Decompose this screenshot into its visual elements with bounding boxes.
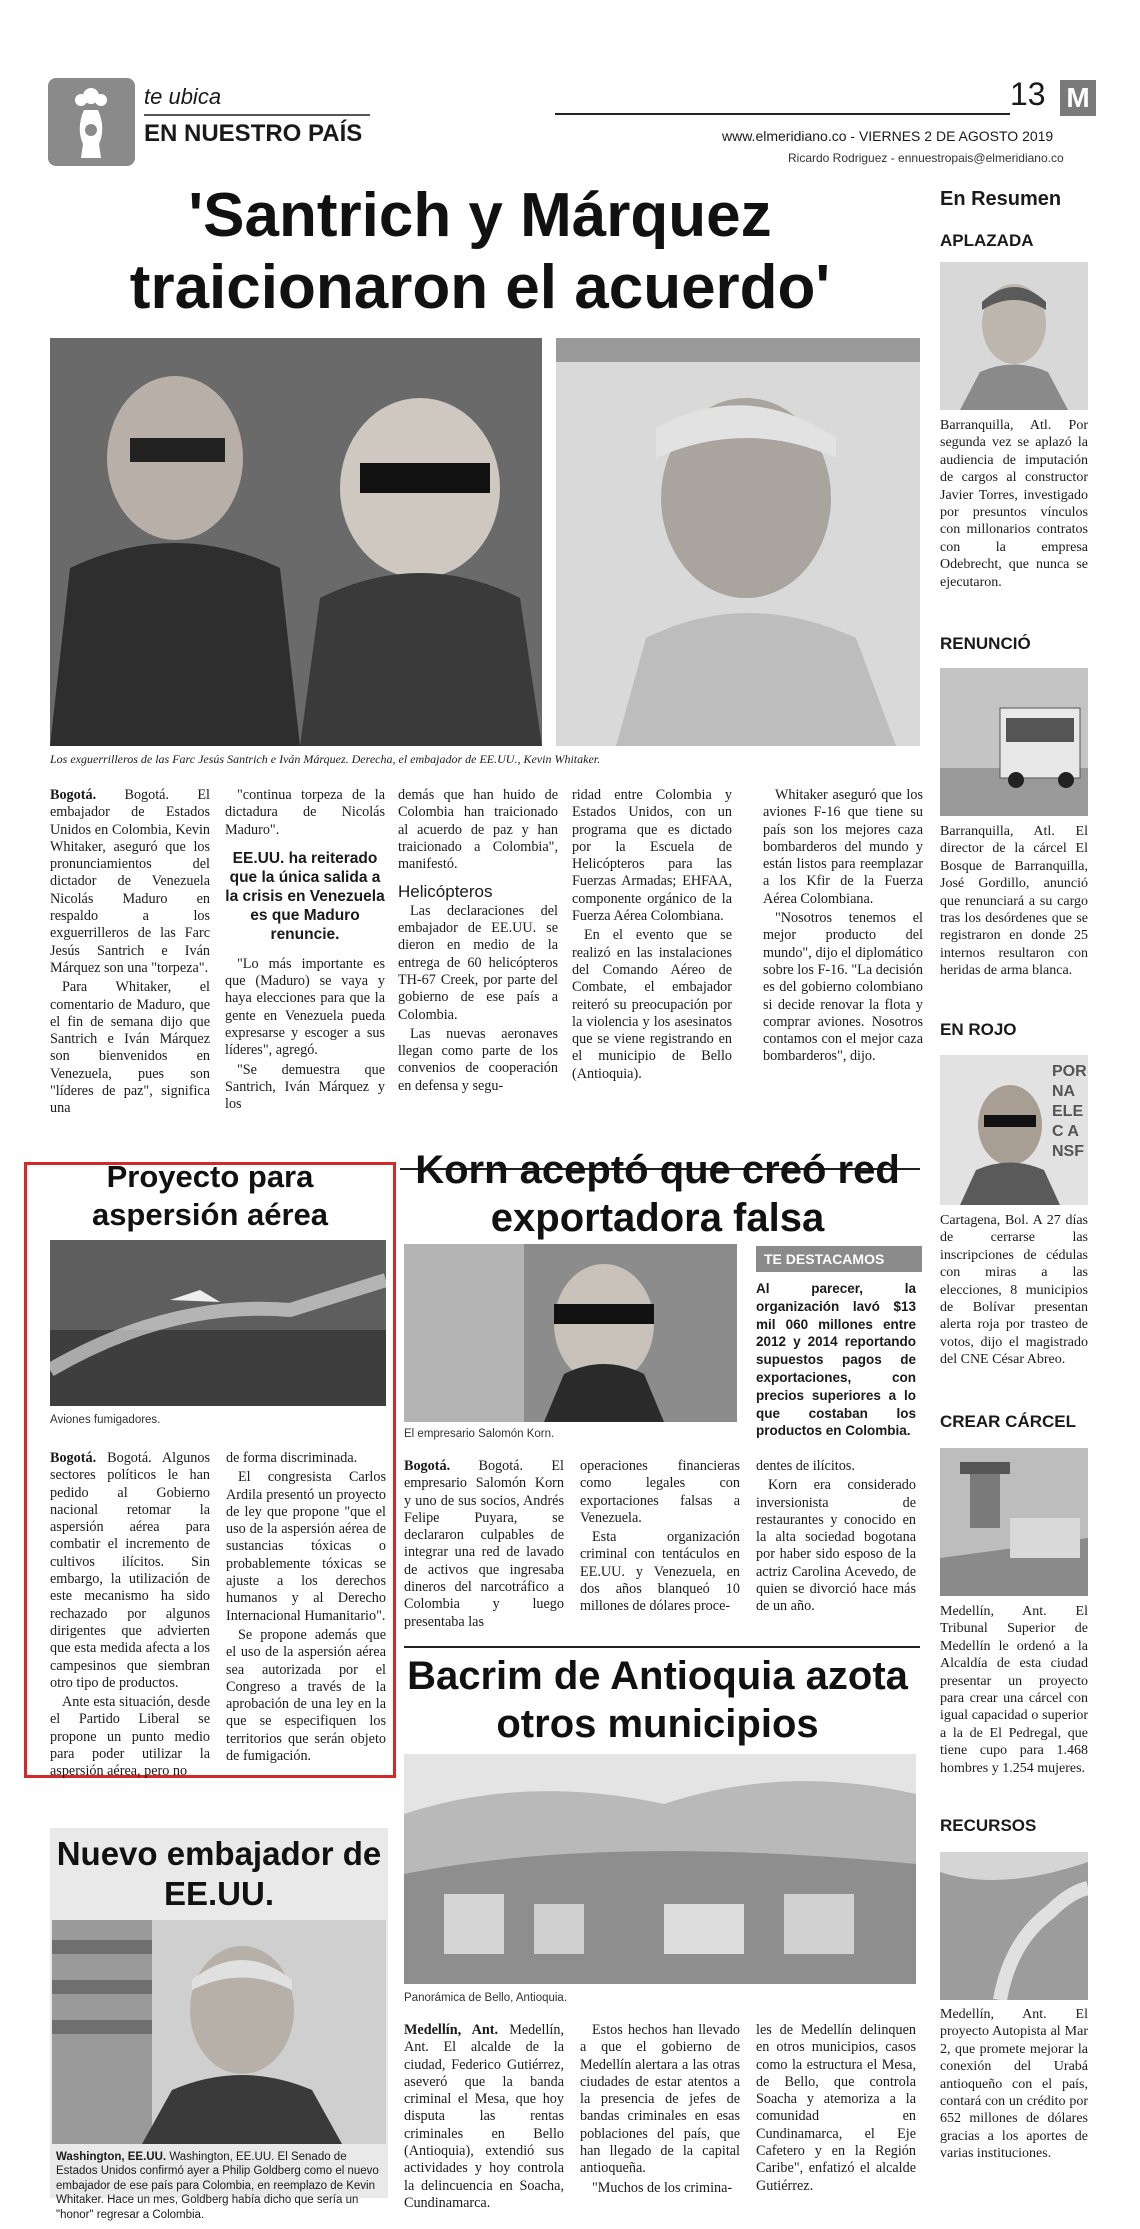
korn-column-3: dentes de ilícitos. Korn era considerado inversionista de restaurantes y conocido en la alta sociedad bogotana por haber sido esposo de la actriz Carolina Acevedo, de quien se divorció hace más de un año. [756, 1458, 916, 1615]
aspersion-headline: Proyecto para aspersión aérea [91, 1159, 329, 1232]
bacrim-column-3: les de Medellín delinquen en otros municipios, casos como la estructura el Mesa, de Bello, que controla Soacha y atemoriza a la comunidad en Cundinamarca, el Eje Cafetero y en la Región Caribe", enfatizó el alcalde Gutiérrez. [756, 2022, 916, 2194]
sidebar-title: En Resumen [940, 188, 1062, 210]
poster-text: POR NA ELEC ANSF [1052, 1063, 1087, 1160]
sidebar-tag-en-rojo: EN ROJO [940, 1020, 1017, 1039]
main-column-1: Bogotá. Bogotá. El embajador de Estados Unidos en Colombia, Kevin Whitaker, aseguró que los pronunciamientos del dictador de Venezuela Nicolás Maduro en respaldo a los exguerrilleros de las Farc Jesús Santrich e Iván Márquez son una "torpeza". Para Whitaker, el comentario de Maduro, que el fin de semana dijo que Santrich e Iván Márquez son bienvenidos en Venezuela, pues son "líderes de paz", significa una [50, 787, 210, 1117]
section-logo [48, 78, 135, 166]
sidebar-text-crear-carcel: Medellín, Ant. El Tribunal Superior de Medellín le ordenó a la Alcaldía de esta ciudad presentar un proyecto para crear una cárcel con igual capacidad o superior a la de El Pedregal, que tiene cupo para 1.468 hombres y 1.254 mujeres. [940, 1604, 1088, 1776]
subhead-helicopteros: Helicópteros [398, 882, 493, 902]
sidebar-text-recursos: Medellín, Ant. El proyecto Autopista al Mar 2, que promete mejorar la conexión del Urabá antioqueño con el país, contará con un crédito por 652 millones de dólares gracias a los aportes de varias instituciones. [940, 2007, 1088, 2162]
page-number: 13 [1010, 76, 1046, 112]
autopista-photo [940, 1852, 1088, 2000]
main-headline: 'Santrich y Márquez traicionaron el acuerdo' [129, 181, 831, 322]
section-title: EN NUESTRO PAÍS [144, 120, 363, 147]
embajador-headline: Nuevo embajador de EE.UU. [56, 1835, 382, 1912]
main-photo-caption: Los exguerrilleros de las Farc Jesús Santrich e Iván Márquez. Derecha, el embajador de EE.UU., Kevin Whitaker. [50, 752, 601, 766]
pull-quote: EE.UU. ha reiterado que la única salida a la crisis en Venezuela es que Maduro renuncie. [225, 849, 385, 943]
main-column-4: ridad entre Colombia y Estados Unidos, con un programa que es dictado por la Escuela de Helicópteros para las Fuerzas Armadas; EHFAA, componente orgánico de la Fuerza Aérea Colombiana. En el evento que se realizó en las instalaciones del Comando Aéreo de Combate, el embajador reiteró su preocupación por la violencia y los asesinatos que se viene registrando en el municipio de Bello (Antioquia). [572, 787, 732, 1082]
main-column-2: "continua torpeza de la dictadura de Nicolás Maduro". EE.UU. ha reiterado que la única salida a la crisis en Venezuela es que Maduro renuncie. "Lo más importante es que (Maduro) se vaya y haya elecciones para que la gente en Venezuela pueda expresarse y escoger a sus líderes", agregó. "Se demuestra que Santrich, Iván Márquez y los [225, 787, 385, 1113]
korn-column-1: Bogotá. Bogotá. El empresario Salomón Korn y uno de sus socios, Andrés Felipe Puyara, se declararon culpables de integrar una red de lavado de activos que ingresaba dineros del narcotráfico a Colombia y luego presentaba las [404, 1458, 564, 1630]
javier-torres-photo [940, 262, 1088, 410]
sidebar-text-aplazada: Barranquilla, Atl. Por segunda vez se aplazó la audiencia de imputación de cargos al constructor Javier Torres, investigado por presuntos vínculos con millonarios contratos con la empresa Odebrecht, que nunca se ejecutaron. [940, 418, 1088, 590]
carcel-photo [940, 1448, 1088, 1596]
te-destacamos-label: TE DESTACAMOS [756, 1246, 922, 1272]
site-and-date: www.elmeridiano.co - VIERNES 2 DE AGOSTO 2019 [722, 128, 1054, 144]
aspersion-caption: Aviones fumigadores. [50, 1414, 161, 1426]
te-destacamos-text: Al parecer, la organización lavó $13 mil 060 millones entre 2012 y 2014 reportando supuestos pagos de exportaciones, con precios superiores a lo que costaban los productos en Colombia. [756, 1281, 916, 1439]
goldberg-photo [52, 1920, 386, 2144]
sidebar-tag-crear-carcel: CREAR CÁRCEL [940, 1412, 1076, 1431]
sidebar-text-en-rojo: Cartagena, Bol. A 27 días de cerrarse las inscripciones de cédulas con miras a las elecciones, 8 municipios de Bolívar presentan alerta roja por trasteo de votos, dijo el magistrado del CNE César Abreo. [940, 1213, 1088, 1368]
section-kicker: te ubica [144, 84, 222, 109]
sidebar-text-renuncio: Barranquilla, Atl. El director de la cárcel El Bosque de Barranquilla, José Gordillo, anunció que renunciará a su cargo tras los desórdenes que se registraron en donde 25 internos resultaron con heridas de arma blanca. [940, 824, 1088, 979]
aviones-fumigadores-photo [50, 1240, 386, 1406]
bacrim-column-1: Medellín, Ant. Medellín, Ant. El alcalde de la ciudad, Federico Gutiérrez, aseveró que la banda criminal el Mesa, que hoy disputa las rentas criminales en Bello (Antioquia), extendió sus actividades y hoy controla la delincuencia en Soacha, Cundinamarca. [404, 2022, 565, 2211]
main-column-3: demás que han huido de Colombia han traicionado al acuerdo de paz y han traicionado a Colombia", manifestó. Helicópteros Las declaraciones del embajador de EE.UU. se dieron en medio de la entrega de 60 helicópteros TH-67 Creek, por parte del gobierno de ese país a Colombia. Las nuevas aeronaves llegan como parte de los convenios de cooperación en defensa y segu- [398, 787, 558, 1094]
embajador-whitaker-photo [556, 338, 920, 746]
bacrim-caption: Panorámica de Bello, Antioquia. [404, 1992, 568, 2004]
aspersion-column-1: Bogotá. Bogotá. Algunos sectores políticos le han pedido al Gobierno nacional retomar la aspersión aérea para combatir el incremento de cultivos ilícitos. Sin embargo, la utilización de este mecanismo ha sido rechazado por algunos dirigentes que advierten que esta medida afecta a los campesinos que siembran otro tipo de productos. Ante esta situación, desde el Partido Liberal se propone un punto medio para poder utilizar la aspersión aérea, pero no [50, 1450, 210, 1780]
korn-caption: El empresario Salomón Korn. [404, 1428, 555, 1440]
korn-headline: Korn aceptó que creó red exportadora falsa [415, 1148, 900, 1240]
main-column-5: Whitaker aseguró que los aviones F-16 que tiene su país son los mejores caza bombarderos del mundo y están listos para reemplazar a los Kfir de la Fuerza Aérea Colombiana. "Nosotros tenemos el mejor producto del mundo", dijo el diplomático sobre los F-16. "La decisión es del gobierno colombiano si decide renovar la flota y comprar aviones. Nosotros contamos con el mejor caza bombarderos", dijo. [763, 787, 923, 1065]
sidebar-tag-recursos: RECURSOS [940, 1816, 1037, 1835]
author-byline: Ricardo Rodriguez - ennuestropais@elmeridiano.co [788, 151, 1064, 165]
embajador-text: Washington, EE.UU. Washington, EE.UU. El Senado de Estados Unidos confirmó ayer a Philip Goldberg como el nuevo embajador de ese país para Colombia, en reemplazo de Kevin Whitaker. Hace un mes, Goldberg había dicho que sería un "honor" regresar a Colombia. [56, 2151, 379, 2221]
vase-icon [48, 78, 135, 166]
aspersion-column-2: de forma discriminada. El congresista Carlos Ardila presentó un proyecto de ley que propone "que el uso de la aspersión aérea de sustancias tóxicas o probablemente tóxicas se ajuste a los derechos humanos y al Derecho Internacional Humanitario". Se propone además que el uso de la aspersión aérea sea autorizada por el Congreso a través de la aprobación de una ley en la que se especifiquen los territorios que serán objeto de fumigación. [226, 1450, 386, 1765]
sidebar-tag-aplazada: APLAZADA [940, 231, 1034, 250]
salomon-korn-photo [404, 1244, 737, 1422]
bus-photo [940, 668, 1088, 816]
exguerrilleros-photo [50, 338, 542, 746]
sidebar-tag-renuncio: RENUNCIÓ [940, 634, 1031, 653]
bacrim-column-2: Estos hechos han llevado a que el gobierno de Medellín alertara a las otras ciudades de estar atentos a la presencia de jefes de bandas criminales en esas poblaciones del país, que han llegado de la capital antioqueña. "Muchos de los crimina- [580, 2022, 740, 2196]
newspaper-logo: M [1060, 80, 1096, 116]
korn-column-2: operaciones financieras como legales con exportaciones falsas a Venezuela. Esta organización criminal con tentáculos en EE.UU. y Venezuela, en dos años blanqueó 10 millones de dólares proce- [580, 1458, 740, 1615]
panoramica-bello-photo [404, 1754, 916, 1984]
bacrim-headline: Bacrim de Antioquia azota otros municipios [407, 1654, 908, 1746]
